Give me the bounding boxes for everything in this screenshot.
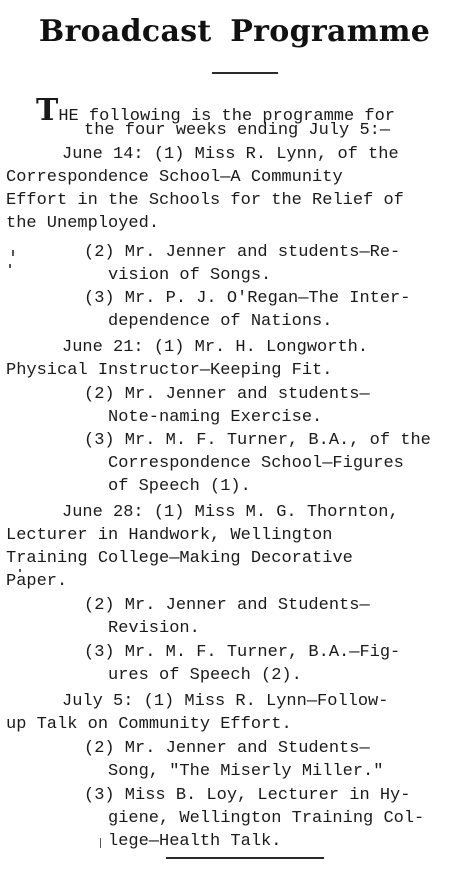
text-line-32: lege—Health Talk. [108, 832, 282, 851]
text-line-15: (3) Mr. M. F. Turner, B.A., of the [84, 431, 431, 450]
text-line-17: of Speech (1). [108, 477, 251, 496]
footer-divider [166, 857, 324, 859]
text-line-9: (3) Mr. P. J. O'Regan—The Inter- [84, 289, 411, 308]
text-line-7: (2) Mr. Jenner and students—Re- [84, 243, 401, 262]
text-line-23: Revision. [108, 619, 200, 638]
text-line-5: Effort in the Schools for the Relief of [6, 191, 404, 210]
text-line-21: Paper. [6, 572, 68, 591]
text-line-16: Correspondence School—Figures [108, 454, 404, 473]
text-line-28: (2) Mr. Jenner and Students— [84, 739, 370, 758]
text-line-25: ures of Speech (2). [108, 666, 302, 685]
text-line-3: June 14: (1) Miss R. Lynn, of the [62, 145, 399, 164]
scan-speck [9, 264, 11, 268]
text-line-11: June 21: (1) Mr. H. Longworth. [62, 338, 369, 357]
text-line-22: (2) Mr. Jenner and Students— [84, 596, 370, 615]
text-line-24: (3) Mr. M. F. Turner, B.A.—Fig- [84, 643, 401, 662]
text-line-14: Note-naming Exercise. [108, 408, 323, 427]
scan-speck [100, 838, 101, 848]
text-line-12: Physical Instructor—Keeping Fit. [6, 361, 333, 380]
text-line-2: the four weeks ending July 5:— [84, 121, 391, 140]
drop-cap: T [36, 93, 59, 128]
scan-speck [19, 569, 21, 572]
text-line-18: June 28: (1) Miss M. G. Thornton, [62, 503, 399, 522]
text-line-8: vision of Songs. [108, 266, 272, 285]
text-line-1: THE following is the programme for [36, 93, 395, 128]
text-line-31: giene, Wellington Training Col- [108, 809, 425, 828]
text-line-20: Training College—Making Decorative [6, 549, 353, 568]
text-line-13: (2) Mr. Jenner and students— [84, 385, 370, 404]
text-line-26: July 5: (1) Miss R. Lynn—Follow- [62, 692, 389, 711]
page-title: Broadcast Programme [38, 14, 431, 49]
title-divider [212, 72, 278, 74]
text-line-4: Correspondence School—A Community [6, 168, 343, 187]
text-line-6: the Unemployed. [6, 214, 160, 233]
text-line-30: (3) Miss B. Loy, Lecturer in Hy- [84, 786, 411, 805]
text-line-10: dependence of Nations. [108, 312, 333, 331]
text-line-19: Lecturer in Handwork, Wellington [6, 526, 333, 545]
text-line-27: up Talk on Community Effort. [6, 715, 292, 734]
text-line-29: Song, "The Miserly Miller." [108, 762, 384, 781]
scan-speck [12, 250, 14, 256]
